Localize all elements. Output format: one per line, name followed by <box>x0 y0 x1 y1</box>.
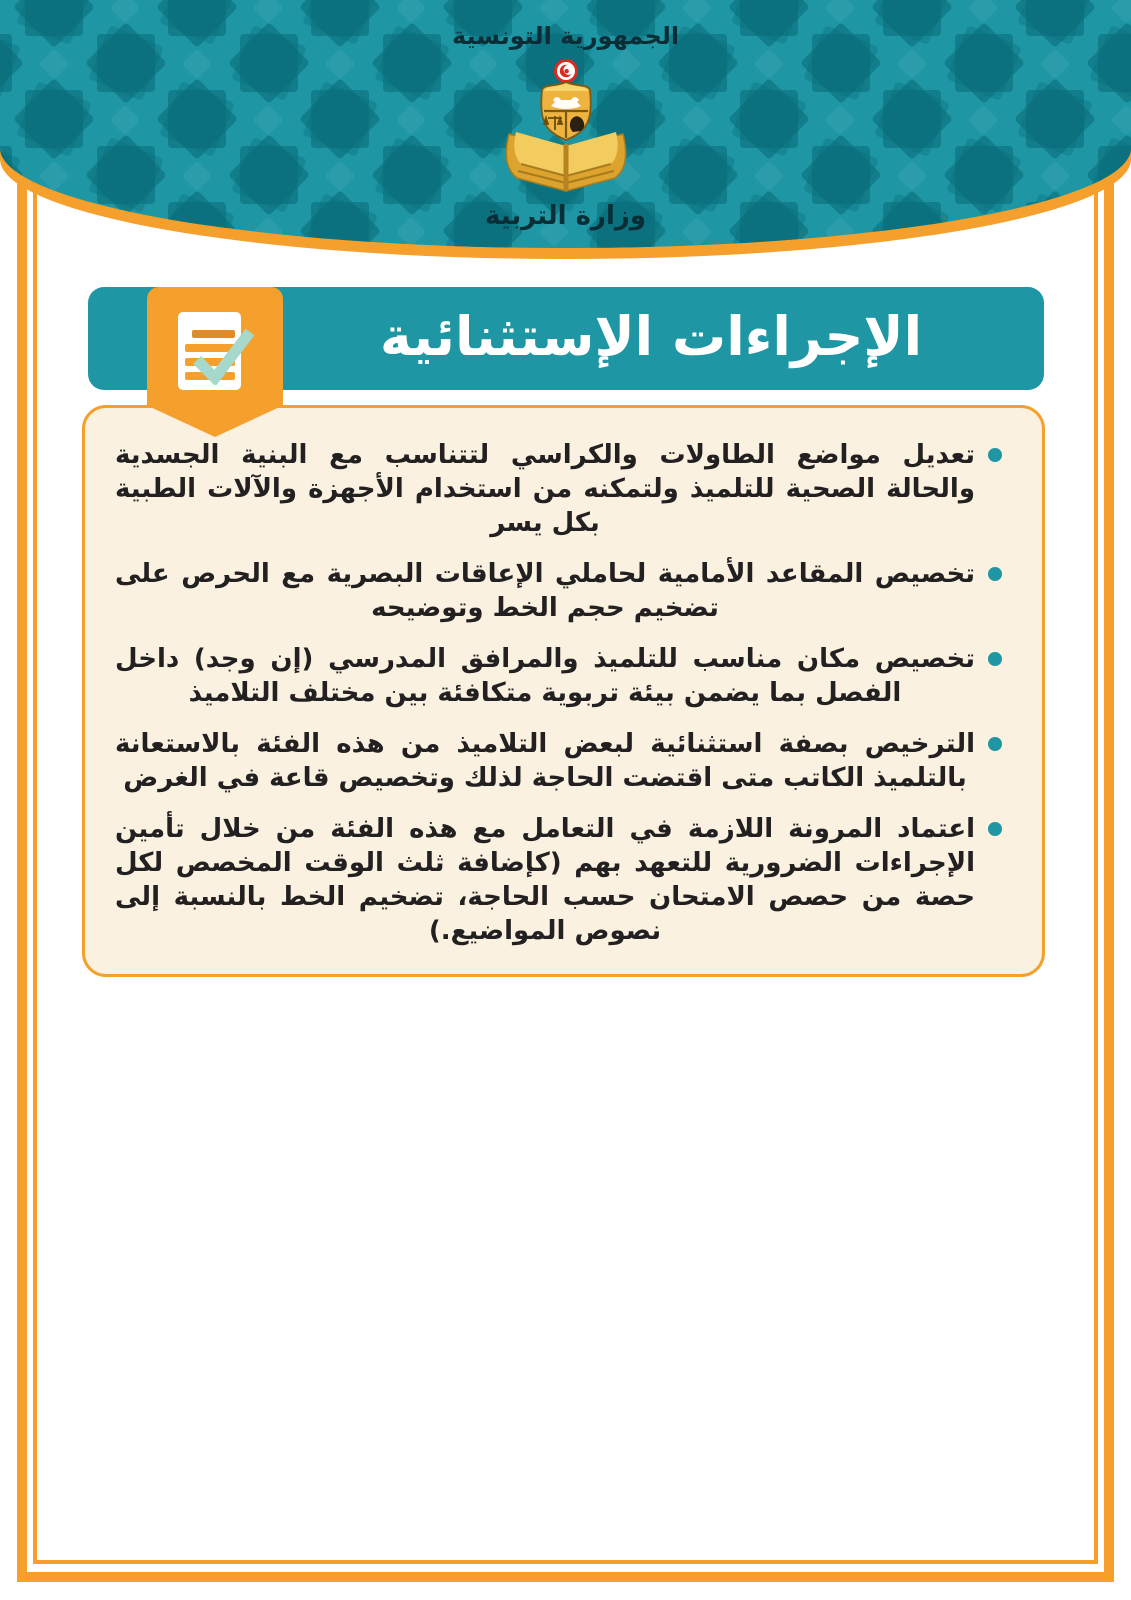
page-title: الإجراءات الإستثنائية <box>379 305 923 368</box>
star-motif-small <box>1110 0 1131 24</box>
star-motif <box>812 146 870 204</box>
list-item <box>115 557 1002 625</box>
star-motif <box>240 146 298 204</box>
star-motif-small <box>681 104 712 135</box>
procedure-text: تعديل مواضع الطاولات والكراسي لتتناسب مع البنية الجسدية والحالة الصحية للتلميذ ولتمكنه من استخدام الأجهزة والآلات الطبية بكل يسر <box>115 440 975 538</box>
bullet-dot-icon <box>988 822 1002 836</box>
page-header <box>0 0 1131 262</box>
star-motif <box>883 90 941 148</box>
list-item <box>115 642 1002 710</box>
star-motif <box>25 90 83 148</box>
star-motif-small <box>395 0 426 24</box>
republic-title: الجمهورية التونسية <box>451 22 680 50</box>
list-item <box>115 438 1002 540</box>
procedure-text: الترخيص بصفة استثنائية لبعض التلاميذ من هذه الفئة بالاستعانة بالتلميذ الكاتب متى اقتضت الحاجة لذلك وتخصيص قاعة في الغرض <box>115 729 975 793</box>
procedure-text: تخصيص مكان مناسب للتلميذ والمرافق المدرسي (إن وجد) داخل الفصل بما يضمن بيئة تربوية متكافئة بين مختلف التلاميذ <box>115 644 975 708</box>
bullet-dot-icon <box>988 448 1002 462</box>
star-motif <box>1098 146 1131 204</box>
star-motif-small <box>324 160 355 191</box>
procedures-card <box>82 405 1045 977</box>
star-motif-small <box>896 48 927 79</box>
procedure-text: تخصيص المقاعد الأمامية لحاملي الإعاقات البصرية مع الحرص على تضخيم حجم الخط وتوضيحه <box>115 559 975 623</box>
star-motif-small <box>252 0 283 24</box>
star-motif-small <box>109 104 140 135</box>
star-motif <box>740 90 798 148</box>
star-motif-small <box>753 48 784 79</box>
star-motif-small <box>1039 48 1070 79</box>
title-badge-ribbon <box>147 287 283 437</box>
star-motif-small <box>252 104 283 135</box>
star-motif-small <box>395 104 426 135</box>
star-motif <box>955 146 1013 204</box>
tunisia-flag-roundel-icon <box>555 61 576 82</box>
star-motif-small <box>967 104 998 135</box>
star-motif-small <box>1039 160 1070 191</box>
ministry-title: وزارة التربية <box>484 201 646 231</box>
header-teal-area <box>0 0 1131 248</box>
star-motif <box>311 90 369 148</box>
star-motif-small <box>324 48 355 79</box>
star-motif-small <box>896 160 927 191</box>
star-motif-small <box>824 104 855 135</box>
star-motif-small <box>681 0 712 24</box>
star-motif <box>0 146 12 204</box>
bullet-dot-icon <box>988 737 1002 751</box>
list-item <box>115 727 1002 795</box>
star-motif-small <box>38 48 69 79</box>
bullet-dot-icon <box>988 567 1002 581</box>
star-motif-small <box>181 160 212 191</box>
star-motif-small <box>1110 104 1131 135</box>
coat-of-arms-shield-icon <box>541 82 591 140</box>
star-motif-small <box>109 0 140 24</box>
star-motif <box>1026 90 1084 148</box>
star-motif-small <box>181 48 212 79</box>
star-motif <box>97 146 155 204</box>
list-item <box>115 812 1002 948</box>
star-motif <box>669 146 727 204</box>
bullet-dot-icon <box>988 652 1002 666</box>
checkmark-icon <box>192 327 258 385</box>
ministry-of-education-emblem <box>491 56 641 206</box>
star-motif <box>168 90 226 148</box>
star-motif-small <box>824 0 855 24</box>
procedure-text: اعتماد المرونة اللازمة في التعامل مع هذه الفئة من خلال تأمين الإجراءات الضرورية للتعهد بهم (كإضافة ثلث الوقت المخصص لكل حصة من حصص الامتحان حسب الحاجة، تضخيم الخط بالنسبة إلى نصوص المواضيع.) <box>115 814 975 946</box>
star-motif-small <box>753 160 784 191</box>
star-motif <box>383 146 441 204</box>
star-motif-small <box>967 0 998 24</box>
star-motif-small <box>538 0 569 24</box>
